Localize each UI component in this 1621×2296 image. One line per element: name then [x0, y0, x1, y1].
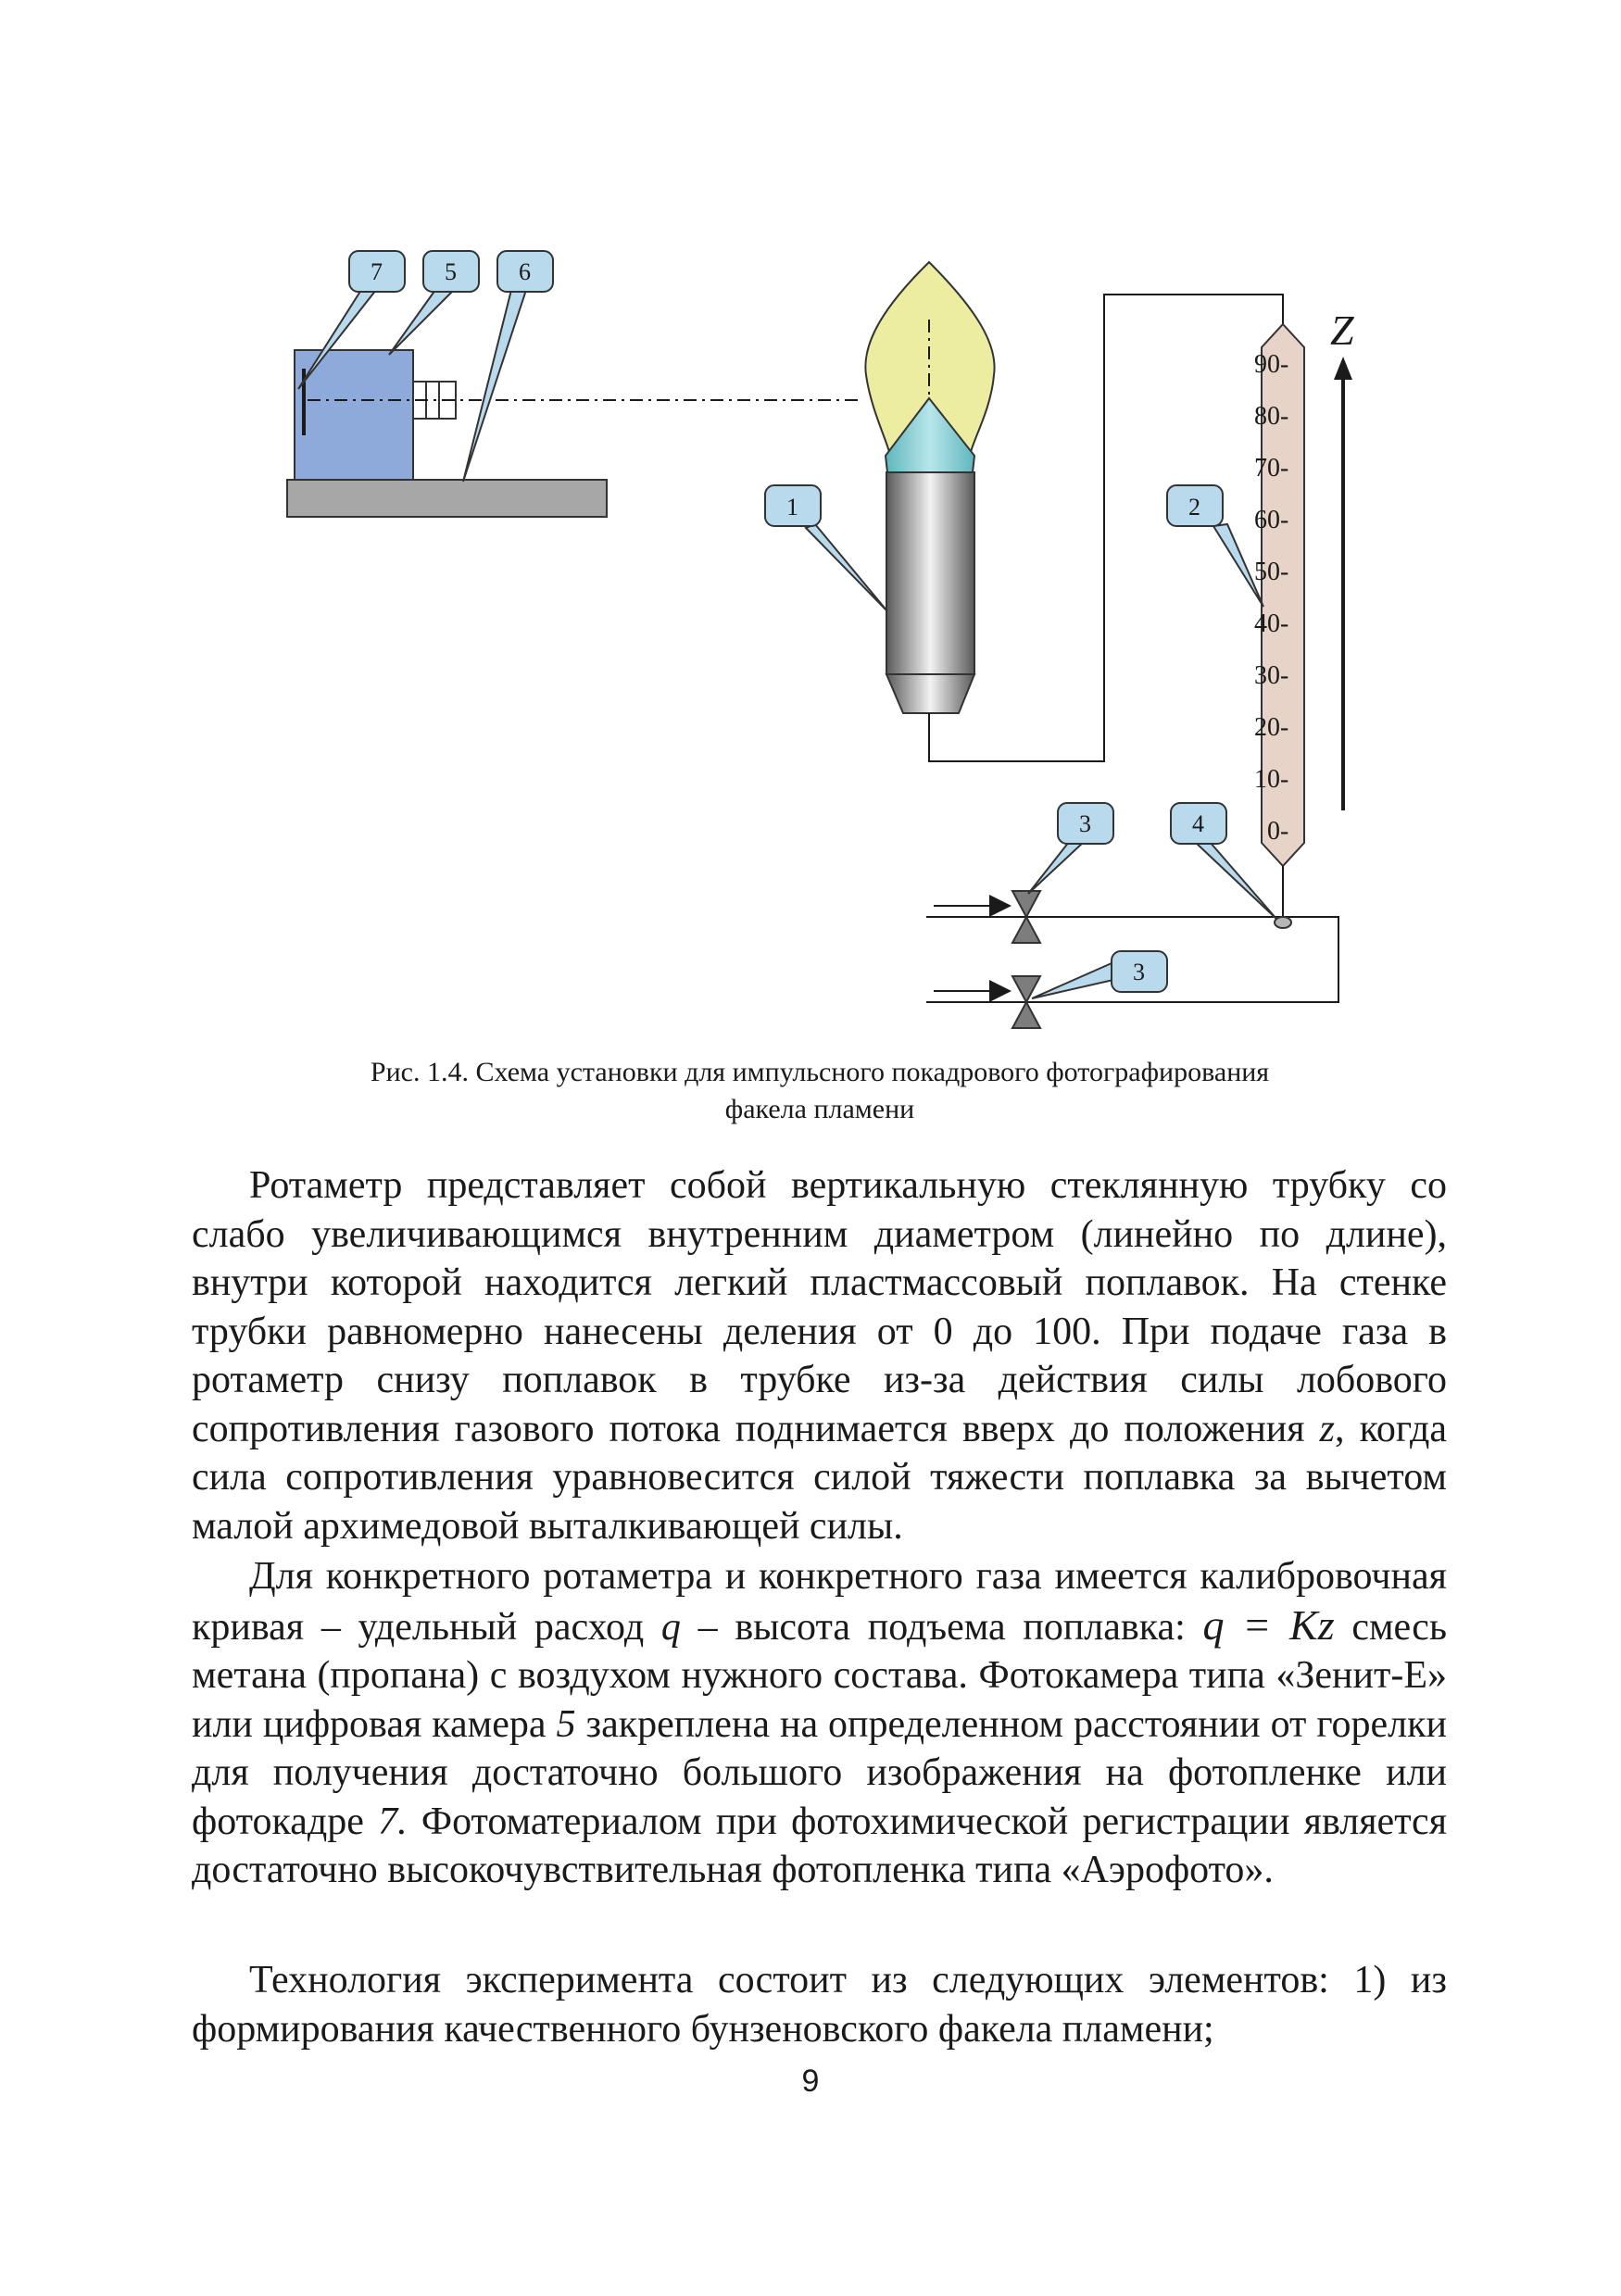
paragraph-text: – высота подъема поплавка: — [697, 1605, 1186, 1649]
paragraph-calibration — [192, 1552, 1447, 1895]
scale-tick: 60- — [1254, 506, 1289, 534]
paragraph-text: Фотоматериалом при фотохимической регистрации является достаточно высокочувствительная фотопленка типа «Аэрофото». — [192, 1800, 1448, 1891]
callout-label: 5 — [445, 258, 457, 285]
scale-tick: 80- — [1254, 402, 1289, 431]
page-number: 9 — [801, 2064, 820, 2099]
ref-frame-7: 7. — [378, 1800, 408, 1843]
scale-tick: 30- — [1254, 661, 1289, 690]
variable-q: q — [660, 1605, 681, 1649]
callout-label: 3 — [1079, 810, 1091, 837]
equation-q-kz: q = Kz — [1202, 1600, 1335, 1649]
z-arrow-head — [1334, 357, 1352, 380]
callout-4 — [1171, 803, 1276, 919]
scale-tick: 90- — [1254, 350, 1289, 379]
callout-label: 1 — [786, 494, 798, 521]
burner-nozzle — [886, 674, 974, 713]
callout-label: 7 — [371, 258, 383, 285]
paragraph-text: Для конкретного ротаметра и конкретного газа имеется калибровочная кривая – удельный расход — [192, 1555, 1447, 1649]
paragraph-text: Ротаметр представляет собой вертикальную стеклянную трубку со слабо увеличивающимся внутренним диаметром (линейно по длине), внутри которой находится легкий пластмассовый поплавок. На стенке трубки равномерно нанесены деления от 0 до 100. При подаче газа в ротаметр снизу поплавок в трубке из-за действия силы лобового сопротивления газового потока поднимается вверх до положения — [192, 1164, 1447, 1450]
paragraph-text: смесь метана (пропана) с воздухом нужного состава. Фотокамера типа «Зенит-Е» или цифровая камера — [192, 1605, 1448, 1746]
scale-tick: 20- — [1254, 713, 1289, 742]
paragraph-text: закреплена на определенном расстоянии от горелки для получения достаточно большого изображения на фотопленке или фотокадре — [192, 1702, 1448, 1843]
callout-1 — [765, 485, 887, 611]
callout-3-lower — [1032, 951, 1167, 998]
setup-diagram — [0, 0, 1621, 1047]
callout-2 — [1167, 485, 1263, 607]
scale-tick: 10- — [1254, 765, 1289, 794]
paragraph-rotameter — [192, 1161, 1447, 1550]
figure-caption-line-2: факела пламени — [724, 1094, 915, 1124]
scale-tick: 50- — [1254, 558, 1289, 586]
callout-3-upper — [1028, 803, 1113, 894]
scale-tick: 40- — [1254, 609, 1289, 638]
callout-label: 6 — [519, 258, 531, 285]
callout-label: 4 — [1192, 810, 1204, 837]
figure-caption-line-1: Рис. 1.4. Схема установки для импульсного покадрового фотографирования — [370, 1057, 1270, 1087]
callout-label: 3 — [1133, 959, 1145, 985]
scale-tick: 70- — [1254, 454, 1289, 483]
callout-label: 2 — [1188, 494, 1200, 521]
z-axis-label: Z — [1330, 307, 1354, 354]
paragraph-technology: Технология эксперимента состоит из следующих элементов: 1) из формирования качественного бунзеновского факела пламени; — [192, 1959, 1447, 2051]
paragraph-text: , когда сила сопротивления уравновесится силой тяжести поплавка за вычетом малой архимедовой выталкивающей силы. — [192, 1407, 1448, 1548]
variable-z: z — [1319, 1407, 1336, 1450]
burner-tube — [886, 472, 974, 674]
optical-bench — [287, 480, 607, 517]
scale-tick: 0- — [1267, 817, 1289, 846]
mixer-junction — [1275, 917, 1291, 928]
ref-camera-5: 5 — [556, 1702, 576, 1746]
